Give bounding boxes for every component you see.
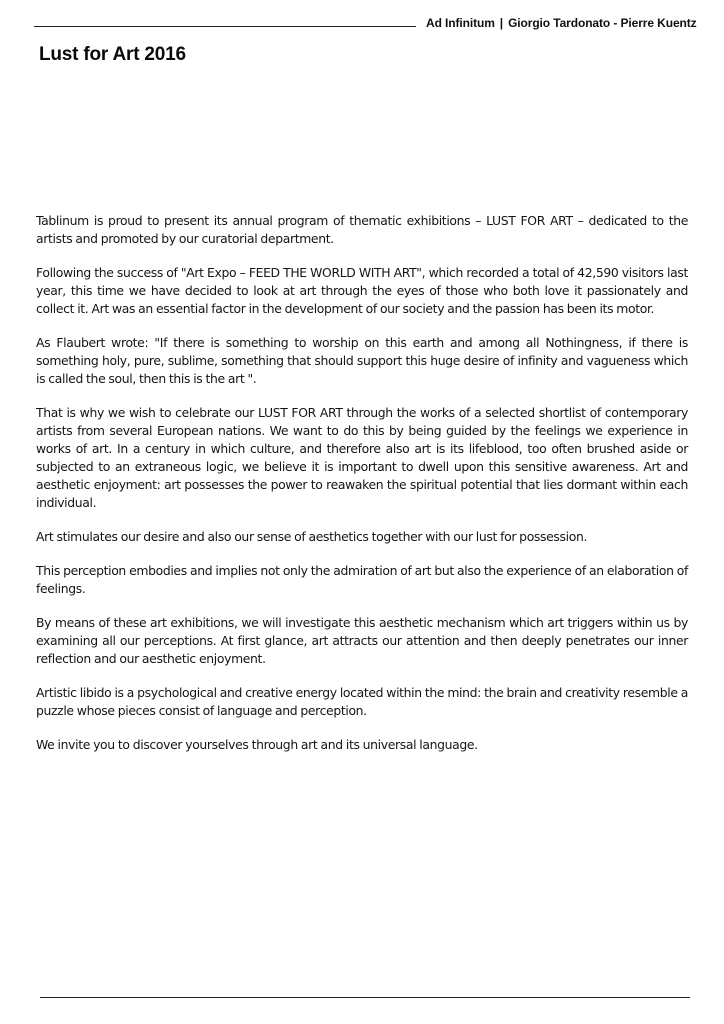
paragraph-invitation: We invite you to discover yourselves through art and its universal language. (36, 737, 478, 752)
paragraph-mechanism: By means of these art exhibitions, we will investigate this aesthetic mechanism which art triggers within us by examining all our perceptions. At first glance, art attracts our attention and then deeply penetrates our inner reflection and our aesthetic enjoyment. (36, 615, 688, 666)
footer-rule (40, 997, 690, 998)
body-text (36, 212, 688, 770)
running-header (426, 16, 696, 30)
header-rule (34, 26, 416, 27)
page-title: Lust for Art 2016 (39, 44, 186, 65)
paragraph-art-expo: Following the success of "Art Expo – FEED THE WORLD WITH ART", which recorded a total of 42,590 visitors last year, this time we have decided to look at art through the eyes of those who both love it passionately and collect it. Art was an essential factor in the development of our society and the passion has been its motor. (36, 265, 688, 316)
paragraph-desire: Art stimulates our desire and also our sense of aesthetics together with our lust for possession. (36, 529, 588, 544)
paragraph-flaubert-quote: As Flaubert wrote: "If there is something to worship on this earth and among all Nothingness, if there is something holy, pure, sublime, something that should support this huge desire of infinity and vagueness which is called the soul, then this is the art ". (36, 335, 688, 386)
paragraph-perception: This perception embodies and implies not only the admiration of art but also the experience of an elaboration of feelings. (36, 563, 688, 596)
paragraph-celebration: That is why we wish to celebrate our LUST FOR ART through the works of a selected shortlist of contemporary artists from several European nations. We want to do this by being guided by the feelings we experience in works of art. In a century in which culture, and therefore also art is its lifeblood, too often brushed aside or subjected to an extraneous logic, we believe it is important to dwell upon this sensitive awareness. Art and aesthetic enjoyment: art possesses the power to reawaken the spiritual potential that lies dormant within each individual. (36, 405, 688, 510)
paragraph-libido: Artistic libido is a psychological and creative energy located within the mind: the brain and creativity resemble a puzzle whose pieces consist of language and perception. (36, 685, 688, 718)
header-separator: | (499, 16, 504, 30)
publication-name: Ad Infinitum (426, 16, 495, 30)
authors: Giorgio Tardonato - Pierre Kuentz (508, 16, 697, 30)
paragraph-intro: Tablinum is proud to present its annual program of thematic exhibitions – LUST FOR ART – dedicated to the artists and promoted by our curatorial department. (36, 213, 688, 246)
